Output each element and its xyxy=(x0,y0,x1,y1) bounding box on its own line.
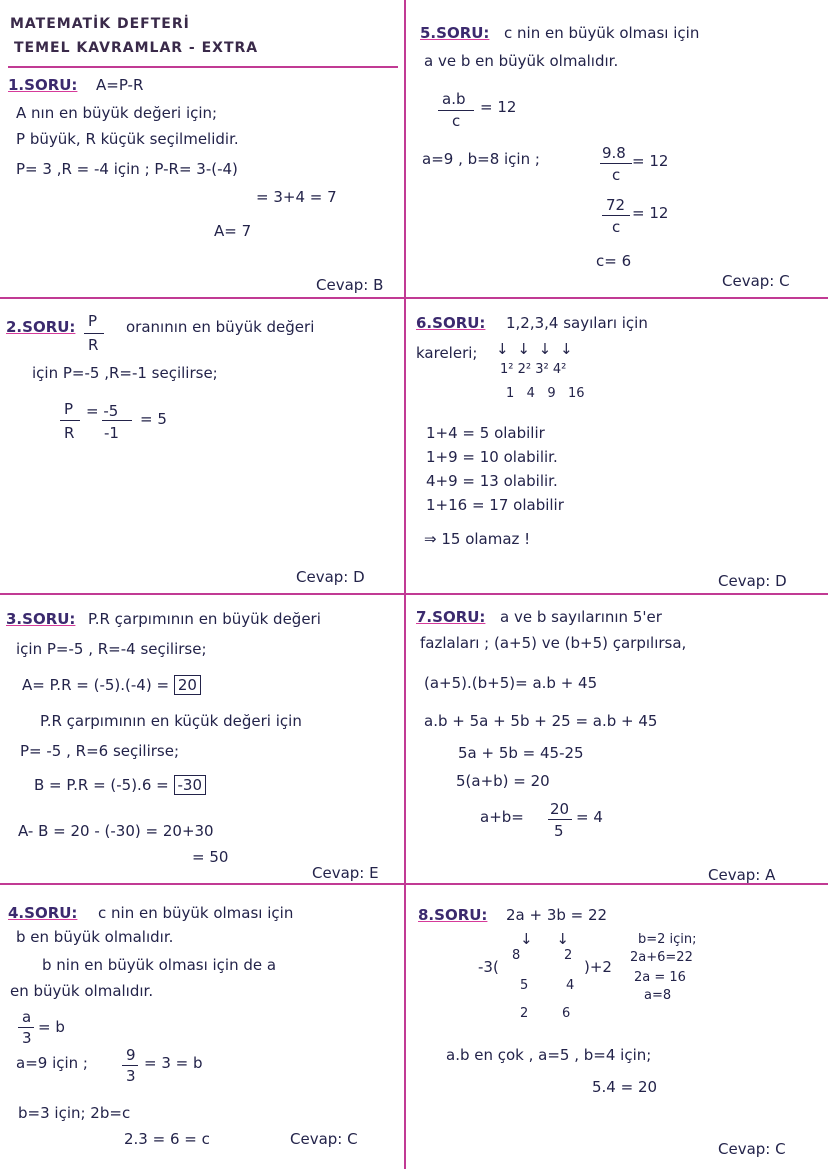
q3-line1: P.R çarpımının en büyük değeri xyxy=(88,610,321,628)
q5-frac2-num: 9.8 xyxy=(602,144,626,162)
q1-line6: A= 7 xyxy=(214,222,252,240)
q5-frac1-den: c xyxy=(452,112,461,130)
q2-answer: Cevap: D xyxy=(296,568,365,586)
q3-line6 xyxy=(34,776,206,794)
q1-line5: = 3+4 = 7 xyxy=(256,188,337,206)
q1-answer: Cevap: B xyxy=(316,276,384,294)
q6-sum2: 1+9 = 10 olabilir. xyxy=(426,448,558,466)
q5-frac3-num: 72 xyxy=(606,196,626,214)
q5-frac1-num: a.b xyxy=(442,90,466,108)
q8-line3: 5.4 = 20 xyxy=(592,1078,658,1096)
q8-side3: 2a = 16 xyxy=(634,970,686,985)
q6-line1: 1,2,3,4 sayıları için xyxy=(506,314,648,332)
q2-label: 2.SORU: xyxy=(6,318,76,336)
q7-frac-num: 20 xyxy=(550,800,570,818)
q5-frac2-bar xyxy=(600,163,632,164)
notebook-title: MATEMATİK DEFTERİ xyxy=(10,16,190,32)
q2-frac2-den: R xyxy=(64,424,75,442)
q5-frac2-result: = 12 xyxy=(632,152,669,170)
q3-box-minus30: -30 xyxy=(174,775,207,795)
q2-frac3-bar xyxy=(102,420,132,421)
q2-frac2-num: P xyxy=(64,400,74,418)
notebook-subtitle: TEMEL KAVRAMLAR - EXTRA xyxy=(14,40,259,56)
q4-line4: en büyük olmalıdır. xyxy=(10,982,154,1000)
q8-side4: a=8 xyxy=(644,988,672,1003)
q4-frac2-result: = 3 = b xyxy=(144,1054,203,1072)
q5-line2: a ve b en büyük olmalıdır. xyxy=(424,52,619,70)
q8-r3a: 2 xyxy=(520,1006,529,1021)
q3-line2: için P=-5 , R=-4 seçilirse; xyxy=(16,640,207,658)
q7-label: 7.SORU: xyxy=(416,608,486,626)
q5-label: 5.SORU: xyxy=(420,24,490,42)
q7-line2: fazlaları ; (a+5) ve (b+5) çarpılırsa, xyxy=(420,634,687,652)
q4-line7: b=3 için; 2b=c xyxy=(18,1104,131,1122)
q4-frac2-den: 3 xyxy=(126,1067,136,1085)
q6-line2: kareleri; xyxy=(416,344,478,362)
q1-label: 1.SORU: xyxy=(8,76,78,94)
q1-line4: P= 3 ,R = -4 için ; P-R= 3-(-4) xyxy=(16,160,238,178)
q4-line3: b nin en büyük olması için de a xyxy=(42,956,277,974)
q4-label: 4.SORU: xyxy=(8,904,78,922)
q6-sum1: 1+4 = 5 olabilir xyxy=(426,424,545,442)
q5-frac2-den: c xyxy=(612,166,621,184)
q4-line8: 2.3 = 6 = c xyxy=(124,1130,210,1148)
row-divider-2 xyxy=(0,593,828,595)
q6-squares: 1² 2² 3² 4² xyxy=(500,362,567,377)
header-underline xyxy=(8,66,398,68)
q5-line4: a=9 , b=8 için ; xyxy=(422,150,540,168)
q4-frac2-num: 9 xyxy=(126,1046,136,1064)
q2-line2: için P=-5 ,R=-1 seçilirse; xyxy=(32,364,218,382)
q8-arrows: ↓ ↓ xyxy=(520,930,569,948)
q8-r2a: 5 xyxy=(520,978,529,993)
q5-line6: c= 6 xyxy=(596,252,632,270)
q8-label: 8.SORU: xyxy=(418,906,488,924)
q8-side2: 2a+6=22 xyxy=(630,950,693,965)
q7-answer: Cevap: A xyxy=(708,866,776,884)
q8-r2b: 4 xyxy=(566,978,575,993)
q3-answer: Cevap: E xyxy=(312,864,379,882)
q4-frac1-bar xyxy=(18,1027,34,1028)
q4-line6: a=9 için ; xyxy=(16,1054,88,1072)
q4-frac1-result: = b xyxy=(38,1018,65,1036)
center-divider xyxy=(404,0,406,1169)
row-divider-3 xyxy=(0,883,828,885)
q2-frac-den: R xyxy=(88,336,99,354)
q4-answer: Cevap: C xyxy=(290,1130,358,1148)
q2-result: = 5 xyxy=(140,410,167,428)
q7-frac-result: = 4 xyxy=(576,808,603,826)
q7-line3: (a+5).(b+5)= a.b + 45 xyxy=(424,674,598,692)
q4-line2: b en büyük olmalıdır. xyxy=(16,928,174,946)
q4-frac1-num: a xyxy=(22,1008,32,1026)
q2-frac3-den: -1 xyxy=(104,424,119,442)
q6-sum4: 1+16 = 17 olabilir xyxy=(426,496,564,514)
q7-frac-bar xyxy=(548,819,572,820)
q5-frac3-result: = 12 xyxy=(632,204,669,222)
q6-conclusion: ⇒ 15 olamaz ! xyxy=(424,530,531,548)
q3-line5: P= -5 , R=6 seçilirse; xyxy=(20,742,180,760)
q3-box-20: 20 xyxy=(174,675,201,695)
q4-line1: c nin en büyük olması için xyxy=(98,904,294,922)
q5-line1: c nin en büyük olması için xyxy=(504,24,700,42)
q5-frac3-bar xyxy=(602,215,630,216)
q8-r1b: 2 xyxy=(564,948,573,963)
q6-answer: Cevap: D xyxy=(718,572,787,590)
q2-frac2-bar xyxy=(60,420,80,421)
q2-frac3-num: = -5 xyxy=(86,402,119,420)
q3-line3 xyxy=(22,676,201,694)
q7-line7: a+b= xyxy=(480,808,524,826)
q5-answer: Cevap: C xyxy=(722,272,790,290)
q8-r1a: 8 xyxy=(512,948,521,963)
q7-frac-den: 5 xyxy=(554,822,564,840)
q7-line6: 5(a+b) = 20 xyxy=(456,772,550,790)
row-divider-1 xyxy=(0,297,828,299)
q8-line2: a.b en çok , a=5 , b=4 için; xyxy=(446,1046,652,1064)
q5-frac3-den: c xyxy=(612,218,621,236)
q3-line7: A- B = 20 - (-30) = 20+30 xyxy=(18,822,214,840)
q1-line1: A=P-R xyxy=(96,76,144,94)
q8-side1: b=2 için; xyxy=(638,932,697,947)
q8-r3b: 6 xyxy=(562,1006,571,1021)
q7-line1: a ve b sayılarının 5'er xyxy=(500,608,662,626)
q2-line1: oranının en büyük değeri xyxy=(126,318,315,336)
q8-plus2: )+2 xyxy=(584,958,612,976)
q7-line4: a.b + 5a + 5b + 25 = a.b + 45 xyxy=(424,712,658,730)
q6-values: 1 4 9 16 xyxy=(506,386,585,401)
q5-frac1-result: = 12 xyxy=(480,98,517,116)
q3-line6-text: B = P.R = (-5).6 = xyxy=(34,776,169,794)
q2-frac-num: P xyxy=(88,312,98,330)
q8-line1: 2a + 3b = 22 xyxy=(506,906,608,924)
q3-line8: = 50 xyxy=(192,848,229,866)
q3-line3-text: A= P.R = (-5).(-4) = xyxy=(22,676,170,694)
q6-arrows: ↓ ↓ ↓ ↓ xyxy=(496,340,575,358)
q5-frac1-bar xyxy=(438,110,474,111)
q6-sum3: 4+9 = 13 olabilir. xyxy=(426,472,558,490)
q3-line4: P.R çarpımının en küçük değeri için xyxy=(40,712,302,730)
q3-label: 3.SORU: xyxy=(6,610,76,628)
q6-label: 6.SORU: xyxy=(416,314,486,332)
q1-line2: A nın en büyük değeri için; xyxy=(16,104,218,122)
q7-line5: 5a + 5b = 45-25 xyxy=(458,744,584,762)
q4-frac1-den: 3 xyxy=(22,1029,32,1047)
q4-frac2-bar xyxy=(122,1065,138,1066)
q8-answer: Cevap: C xyxy=(718,1140,786,1158)
q2-frac-bar xyxy=(84,333,104,334)
q8-minus3: -3( xyxy=(478,958,499,976)
q1-line3: P büyük, R küçük seçilmelidir. xyxy=(16,130,239,148)
